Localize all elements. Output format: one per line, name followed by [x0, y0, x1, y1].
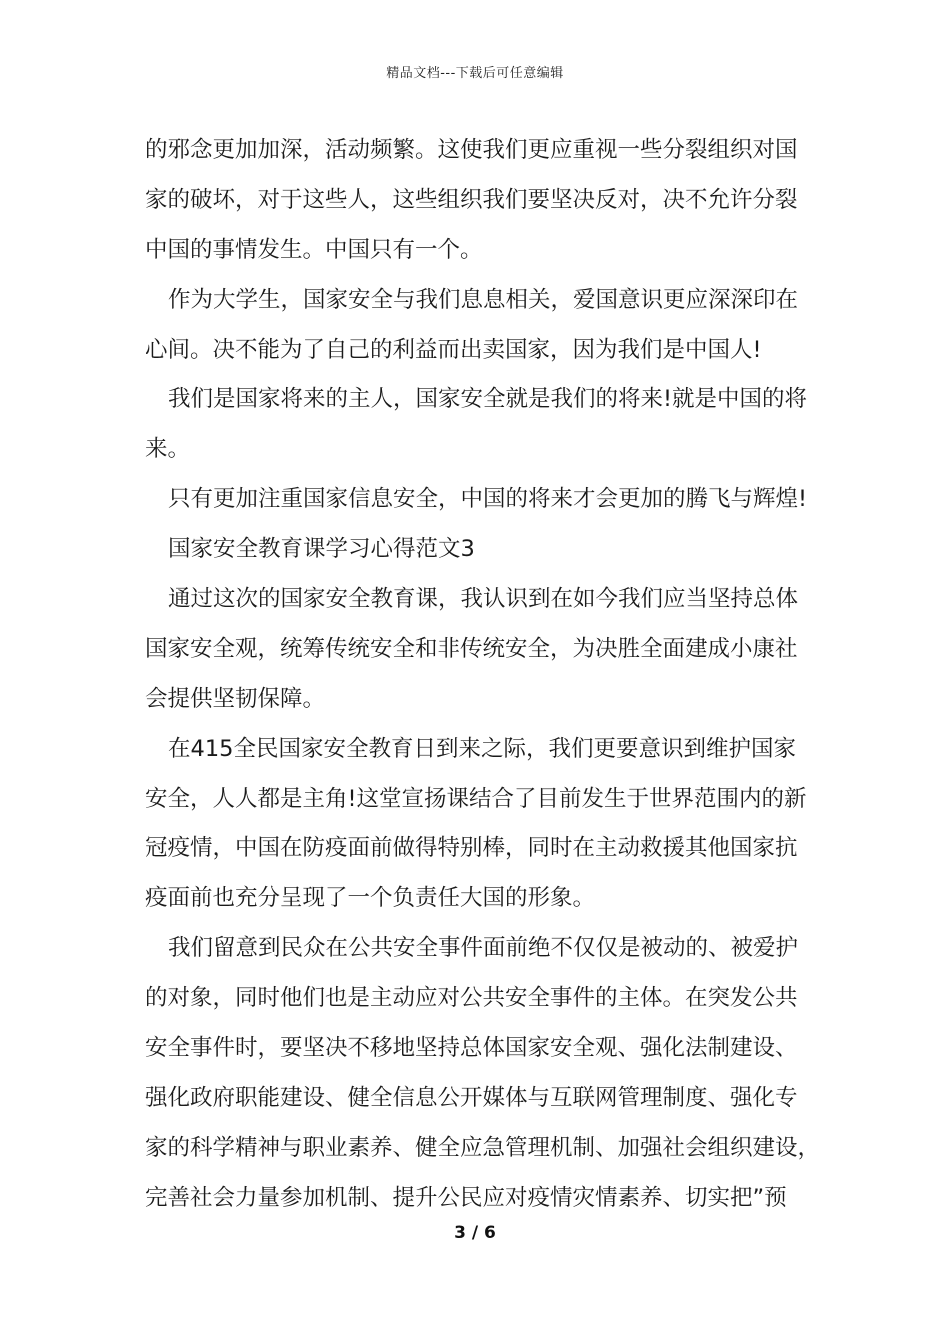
text-line: 安全，人人都是主角!这堂宣扬课结合了目前发生于世界范围内的新 — [145, 785, 807, 812]
text-line: 作为大学生，国家安全与我们息息相关，爱国意识更应深深印在 — [168, 286, 799, 313]
text-line: 会提供坚韧保障。 — [145, 685, 326, 712]
text-line: 完善社会力量参加机制、提升公民应对疫情灾情素养、切实把”预 — [145, 1184, 787, 1211]
section-heading: 国家安全教育课学习心得范文3 — [168, 536, 475, 563]
text-line: 疫面前也充分呈现了一个负责任大国的形象。 — [145, 885, 596, 912]
text-line: 来。 — [145, 436, 191, 463]
text-line: 冠疫情，中国在防疫面前做得特别棒，同时在主动救援其他国家抗 — [145, 835, 798, 862]
text-line: 家的破坏，对于这些人，这些组织我们要坚决反对，决不允许分裂 — [145, 186, 798, 213]
text-line: 家的科学精神与职业素养、健全应急管理机制、加强社会组织建设， — [145, 1134, 821, 1161]
text-line: 安全事件时，要坚决不移地坚持总体国家安全观、强化法制建设、 — [145, 1035, 798, 1062]
text-line: 心间。决不能为了自己的利益而出卖国家，因为我们是中国人! — [145, 336, 762, 363]
text-line: 的邪念更加加深，活动频繁。这使我们更应重视一些分裂组织对国 — [145, 137, 798, 163]
text-line: 强化政府职能建设、健全信息公开媒体与互联网管理制度、强化专 — [145, 1084, 798, 1111]
text-line: 中国的事情发生。中国只有一个。 — [145, 236, 483, 263]
text-line: 只有更加注重国家信息安全，中国的将来才会更加的腾飞与辉煌! — [168, 486, 808, 513]
text-line: 我们留意到民众在公共安全事件面前绝不仅仅是被动的、被爱护 — [168, 935, 799, 962]
text-line: 我们是国家将来的主人，国家安全就是我们的将来!就是中国的将 — [168, 386, 808, 413]
text-line: 在415全民国家安全教育日到来之际，我们更要意识到维护国家 — [168, 735, 796, 762]
text-line: 通过这次的国家安全教育课，我认识到在如今我们应当坚持总体 — [168, 586, 799, 613]
page-header: 精品文档---下载后可任意编辑 — [386, 66, 564, 81]
text-line: 国家安全观，统筹传统安全和非传统安全，为决胜全面建成小康社 — [145, 635, 798, 662]
text-line: 的对象，同时他们也是主动应对公共安全事件的主体。在突发公共 — [145, 985, 798, 1012]
page-number: 3 / 6 — [454, 1223, 496, 1243]
body-text — [145, 126, 821, 1224]
